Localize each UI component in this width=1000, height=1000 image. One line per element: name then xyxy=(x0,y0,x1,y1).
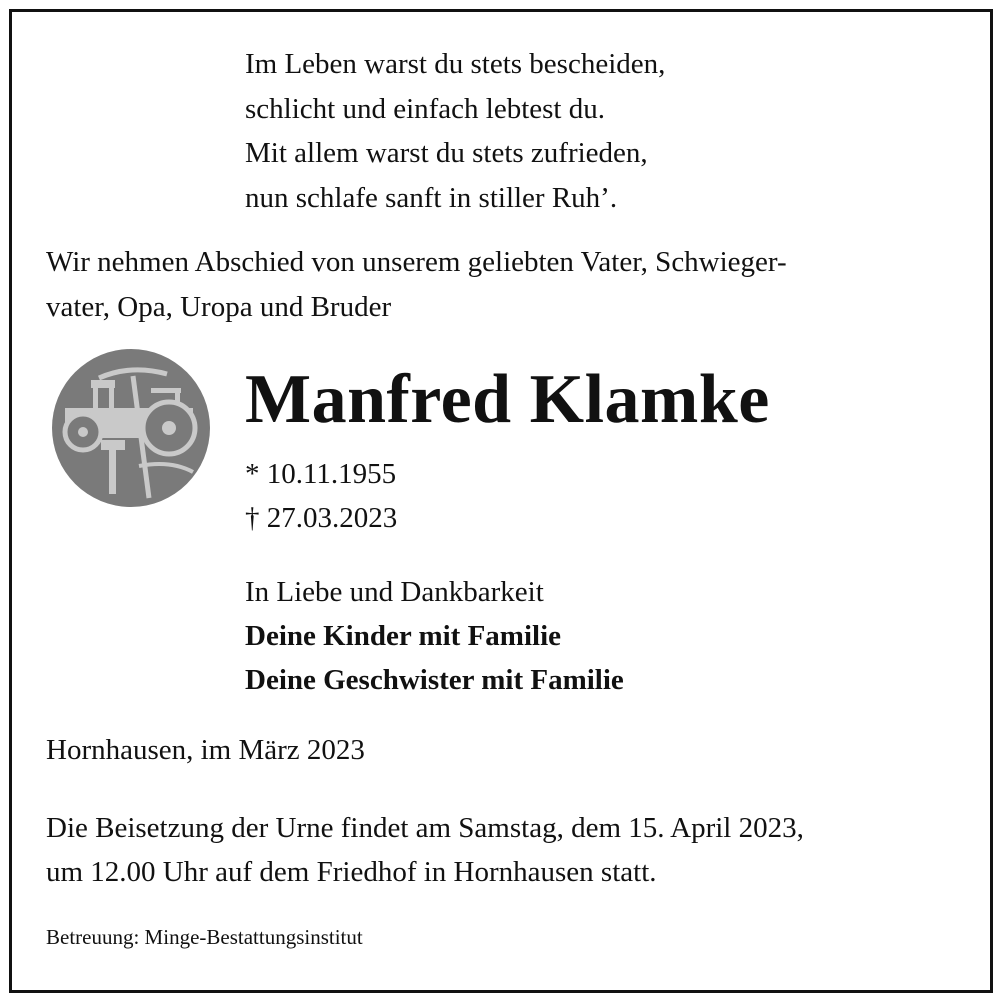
poem-line: nun schlafe sanft in stiller Ruh’. xyxy=(245,181,618,214)
life-dates xyxy=(245,452,397,540)
intro-line: vater, Opa, Uropa und Bruder xyxy=(46,291,392,323)
undertaker-credit: Betreuung: Minge-Bestattungsinstitut xyxy=(46,925,363,949)
funeral-info xyxy=(46,806,804,894)
intro-line: Wir nehmen Abschied von unserem geliebten Vater, Schwieger- xyxy=(46,246,787,278)
closing-block xyxy=(245,570,624,702)
mourner-children: Deine Kinder mit Familie xyxy=(245,620,561,652)
deceased-name: Manfred Klamke xyxy=(245,361,770,438)
poem-line: Im Leben warst du stets bescheiden, xyxy=(245,48,666,80)
funeral-line: um 12.00 Uhr auf dem Friedhof in Hornhausen statt. xyxy=(46,856,657,888)
tractor-and-tools-emblem-icon xyxy=(51,348,211,508)
funeral-line: Die Beisetzung der Urne findet am Samstag, dem 15. April 2023, xyxy=(46,812,804,844)
poem-line: schlicht und einfach lebtest du. xyxy=(245,92,605,125)
intro-text xyxy=(46,240,787,330)
poem-line: Mit allem warst du stets zufrieden, xyxy=(245,137,648,169)
birth-date: * 10.11.1955 xyxy=(245,458,397,490)
closing-phrase: In Liebe und Dankbarkeit xyxy=(245,576,544,608)
place-and-date: Hornhausen, im März 2023 xyxy=(46,734,365,766)
mourner-siblings: Deine Geschwister mit Familie xyxy=(245,664,624,696)
death-date: † 27.03.2023 xyxy=(245,502,398,534)
poem xyxy=(245,42,665,220)
